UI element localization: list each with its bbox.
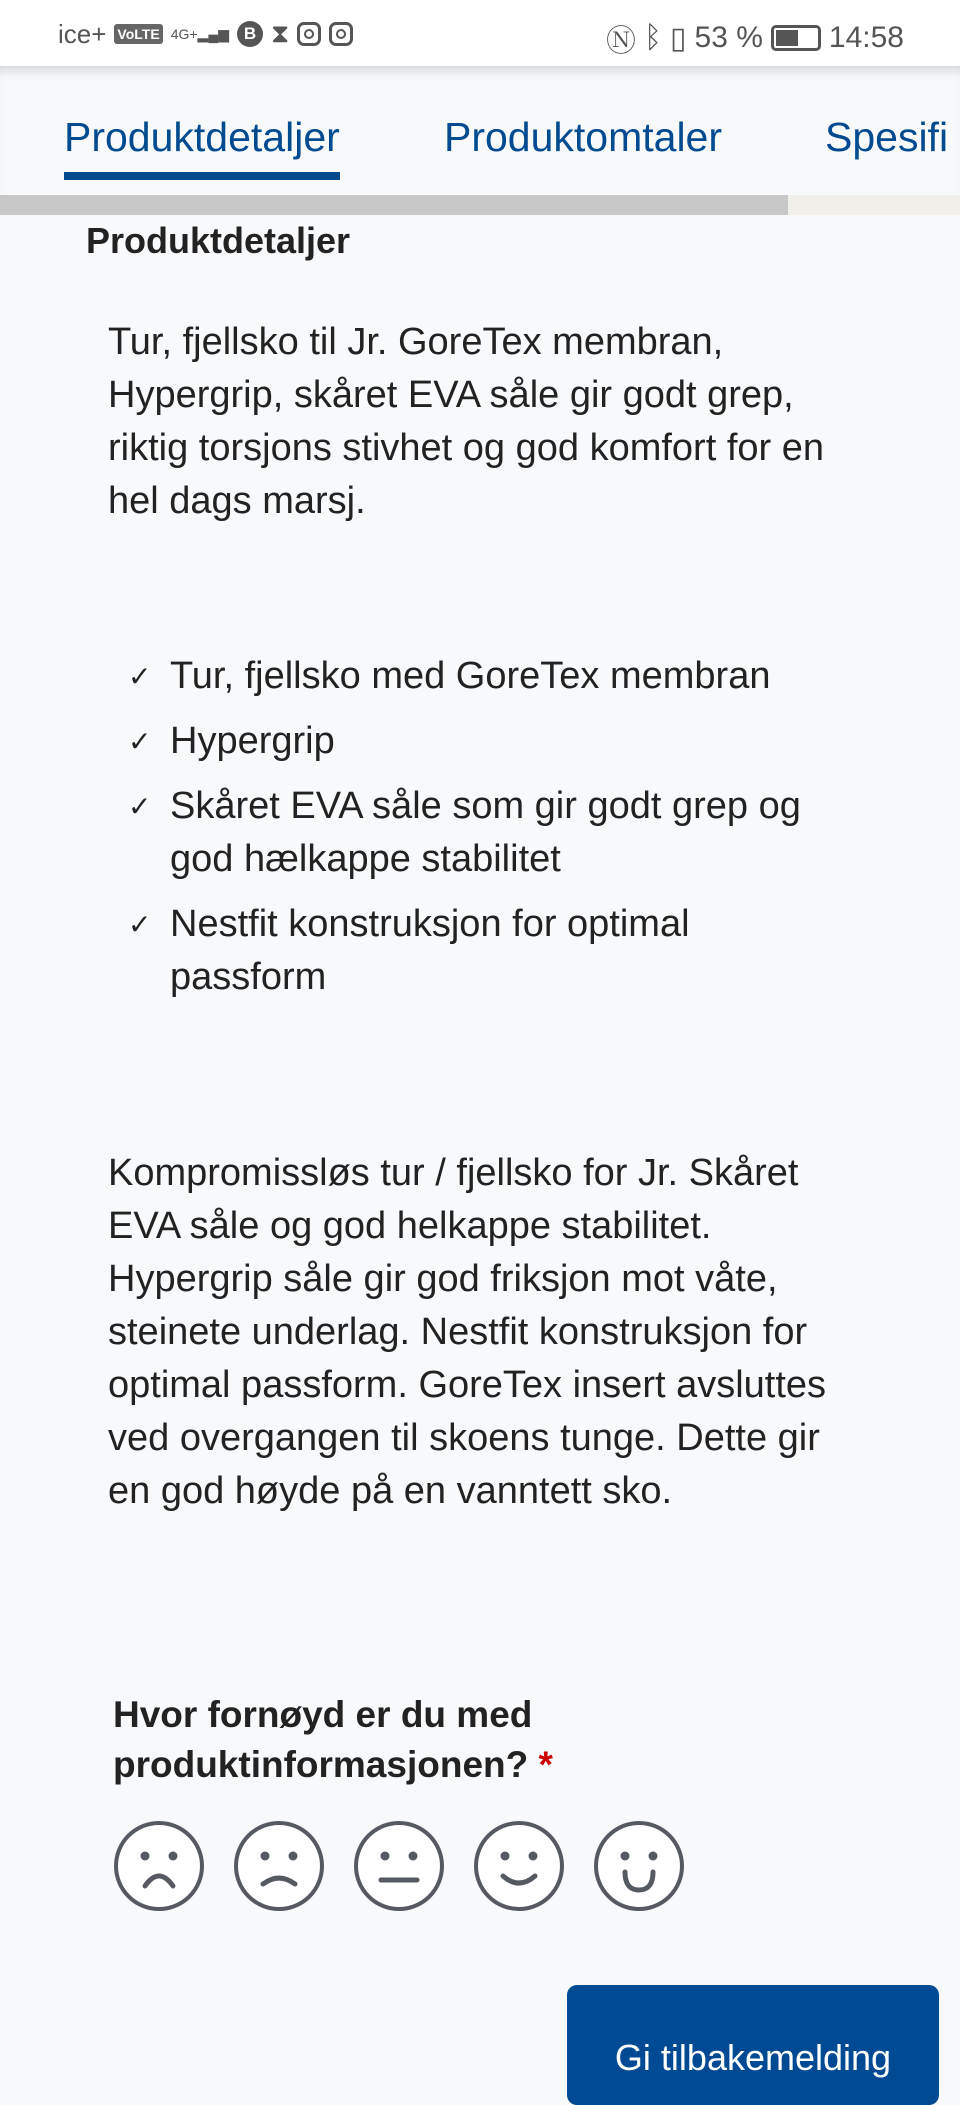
- satisfied-face-icon[interactable]: [473, 1820, 565, 1912]
- tab-scrollbar[interactable]: [0, 195, 960, 215]
- clock: 14:58: [828, 21, 904, 54]
- battery-icon: [771, 25, 821, 51]
- b-app-icon: B: [237, 21, 263, 47]
- dissatisfied-face-icon[interactable]: [233, 1820, 325, 1912]
- instagram-icon: [297, 22, 321, 46]
- intro-text: Tur, fjellsko til Jr. GoreTex membran, Hypergrip, skåret EVA såle gir godt grep, riktig torsjons stivhet og god komfort for en hel dags marsj.: [108, 321, 824, 522]
- list-item: ✓ Skåret EVA såle som gir godt grep og god hælkappe stabilitet: [128, 780, 828, 886]
- signal-icon: 4G+▂▄▆: [170, 25, 229, 42]
- check-icon: ✓: [128, 726, 152, 757]
- check-icon: ✓: [128, 661, 152, 692]
- very-satisfied-face-icon[interactable]: [593, 1820, 685, 1912]
- status-bar: [0, 0, 960, 66]
- instagram-icon: [329, 22, 353, 46]
- feature-list: [128, 650, 828, 1016]
- neutral-face-icon[interactable]: [353, 1820, 445, 1912]
- carrier-label: ice+: [58, 18, 107, 49]
- bluetooth-icon: ᛒ: [644, 21, 663, 54]
- section-title: Produktdetaljer: [86, 220, 351, 261]
- tab-produktdetaljer[interactable]: Produktdetaljer: [64, 114, 340, 160]
- tab-bar: [0, 66, 960, 212]
- give-feedback-button[interactable]: Gi tilbakemelding: [567, 1985, 939, 2105]
- very-dissatisfied-face-icon[interactable]: [113, 1820, 205, 1912]
- list-item: ✓ Tur, fjellsko med GoreTex membran: [128, 650, 828, 703]
- battery-percent: 53 %: [694, 21, 763, 54]
- volte-icon: VoLTE: [114, 24, 162, 44]
- tab-spesifikasjoner[interactable]: Spesifi: [825, 114, 949, 160]
- tab-produktomtaler[interactable]: Produktomtaler: [444, 114, 723, 160]
- check-icon: ✓: [128, 909, 152, 940]
- rating-faces: [113, 1820, 685, 1912]
- hourglass-icon: ⧗: [271, 18, 290, 48]
- list-item: ✓ Hypergrip: [128, 715, 828, 768]
- list-item: ✓ Nestfit konstruksjon for optimal passform: [128, 898, 828, 1004]
- nfc-icon: Ⓝ: [606, 25, 637, 58]
- description-text: Kompromissløs tur / fjellsko for Jr. Skåret EVA såle og god helkappe stabilitet. Hypergrip såle gir god friksjon mot våte, steinete underlag. Nestfit konstruksjon for optimal passform. GoreTex insert avsluttes ved overgangen til skoens tunge. Dette gir en god høyde på en vanntett sko.: [108, 1152, 827, 1512]
- scrollbar-thumb[interactable]: [0, 195, 788, 215]
- vibrate-icon: ▯: [670, 21, 687, 55]
- check-icon: ✓: [128, 791, 152, 822]
- required-mark: *: [538, 1744, 553, 1785]
- feedback-question: Hvor fornøyd er du med produktinformasjonen? *: [113, 1694, 553, 1785]
